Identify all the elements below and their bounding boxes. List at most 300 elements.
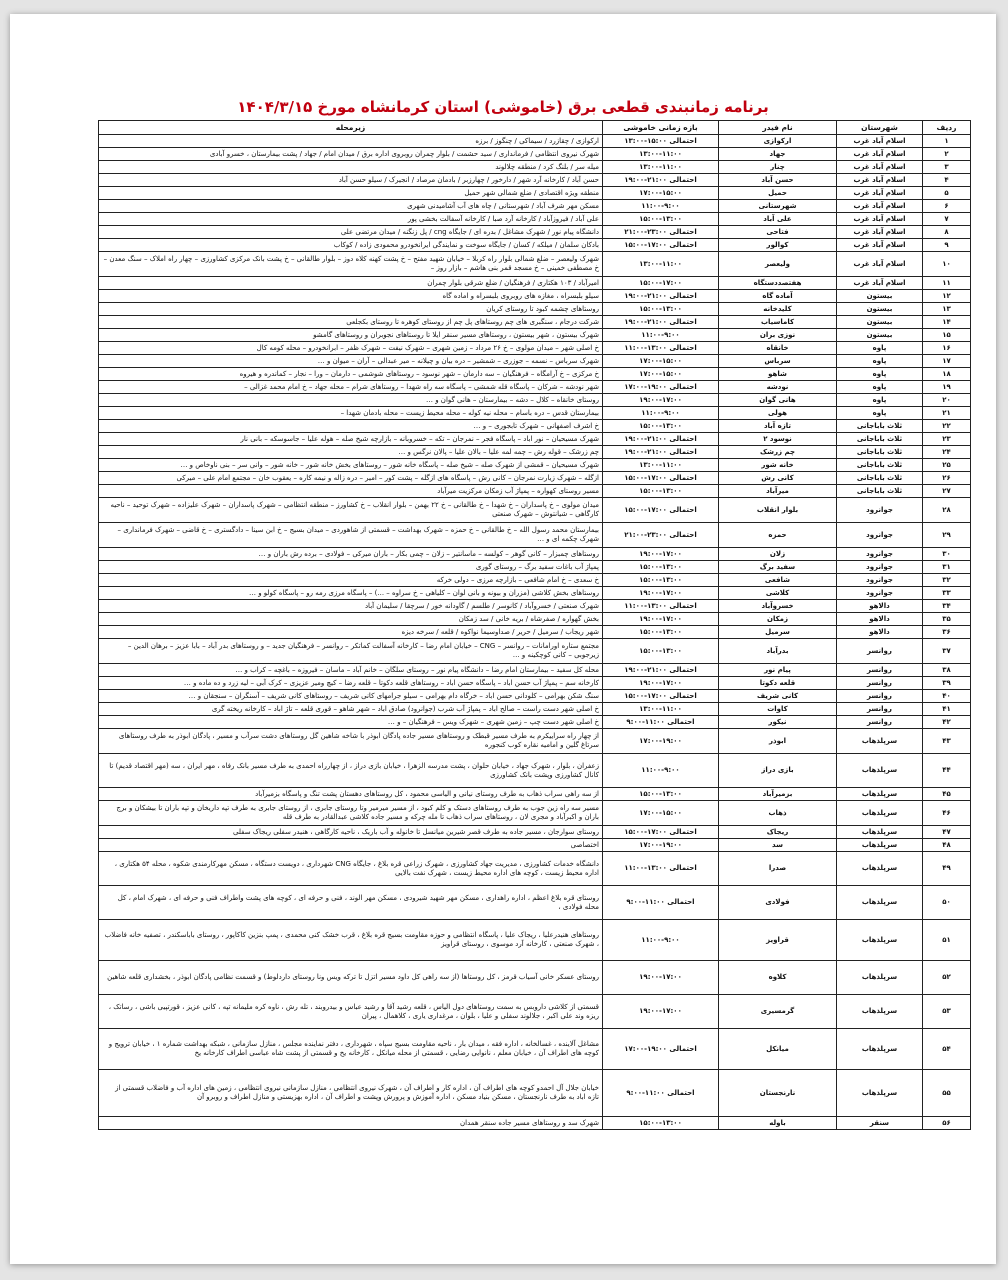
cell-feeder: بدرآباد: [719, 639, 837, 664]
cell-county: جوانرود: [837, 523, 923, 548]
cell-num: ۲۸: [923, 498, 971, 523]
cell-time: احتمالی ۲۱:۰۰-۱۹:۰۰: [603, 446, 719, 459]
cell-feeder: بزمیرآباد: [719, 788, 837, 801]
cell-num: ۱۲: [923, 290, 971, 303]
cell-county: اسلام آباد غرب: [837, 135, 923, 148]
cell-num: ۵۰: [923, 886, 971, 920]
cell-area: بیمارستان قدس – دره باسام – محله نیه کوله – محله محیط زیست – محله بادمان شهدا –: [99, 407, 603, 420]
cell-num: ۳۲: [923, 574, 971, 587]
cell-feeder: ابوذر: [719, 729, 837, 754]
cell-feeder: ذهاب: [719, 801, 837, 826]
cell-feeder: بازی دراز: [719, 754, 837, 788]
cell-num: ۹: [923, 239, 971, 252]
cell-county: سرپلذهاب: [837, 995, 923, 1029]
cell-area: خیابان جلال آل احمدو کوچه های اطراف آن ، اداره کار و اطراف آن ، شهرک نیروی انتظامی ، منازل سازمانی نیروی انتظامی ، زمین های اداره آب و فاضلاب قسمتی از تازه اباد به طرف نارنجستان ، مسکن بنیاد مسکن ، اداره آموزش و پرورش وپشت و اطراف آن ، اداره بهزیستی و منازل اطراف و روبرو آن: [99, 1070, 603, 1117]
cell-area: علی آباد / فیروزآباد / کارخانه آرد صبا / کارخانه آسفالت بخشی پور: [99, 213, 603, 226]
cell-num: ۳۶: [923, 626, 971, 639]
cell-county: سرپلذهاب: [837, 826, 923, 839]
table-row: [99, 600, 971, 613]
cell-feeder: جهاد: [719, 148, 837, 161]
table-row: [99, 239, 971, 252]
cell-feeder: زمکان: [719, 613, 837, 626]
cell-area: شهرک صنعتی / خسروآباد / کانوسر / طلسم / گاودانه خور / سرچقا / سلیمان آباد: [99, 600, 603, 613]
cell-feeder: کلاشی: [719, 587, 837, 600]
cell-county: پاوه: [837, 368, 923, 381]
cell-time: ۱۷:۰۰-۱۵:۰۰: [603, 801, 719, 826]
cell-feeder: نوسود ۲: [719, 433, 837, 446]
cell-county: سرپلذهاب: [837, 754, 923, 788]
cell-area: خ اصلی شهر – میدان مولوی – خ ۲۶ مرداد – زمین شهری – شهرک نیفت – شهرک ظفر – ابرانخودرو – محله کومه کال: [99, 342, 603, 355]
cell-county: اسلام آباد غرب: [837, 277, 923, 290]
cell-area: از چهار راه سراییکرم به طرف مسیر قبطک و روستاهای مسیر جاده پادگان ابوذر با شاخه شاهین گل روستاهای دشت سرآب و مسیر ، پادگان ابوذر به طرف روستاهای سرتاغ گلین و امامیه نقاره کوب کنجوره: [99, 729, 603, 754]
cell-feeder: بلوار انقلاب: [719, 498, 837, 523]
cell-county: اسلام آباد غرب: [837, 200, 923, 213]
cell-num: ۲۲: [923, 420, 971, 433]
cell-area: چم زرشک – قوله رش – چمه لمه علیا – بالان علیا – پالان نرگس و …: [99, 446, 603, 459]
cell-time: ۱۵:۰۰-۱۳:۰۰: [603, 626, 719, 639]
cell-num: ۵۱: [923, 920, 971, 961]
cell-feeder: شافعی: [719, 574, 837, 587]
table-header-row: [99, 121, 971, 135]
cell-num: ۲۴: [923, 446, 971, 459]
cell-feeder: هولی: [719, 407, 837, 420]
cell-area: خ اشرف اصفهانی – شهرک تابجوری – و …: [99, 420, 603, 433]
cell-time: ۱۹:۰۰-۱۷:۰۰: [603, 961, 719, 995]
cell-area: شهر ریجاب / سرمیل / حریر / صداوسیما نواکوه / قلعه / سرخه دیزه: [99, 626, 603, 639]
cell-num: ۱۴: [923, 316, 971, 329]
cell-time: ۱۷:۰۰-۱۵:۰۰: [603, 355, 719, 368]
cell-area: دانشگاه خدمات کشاورزی ، مدیریت جهاد کشاورزی ، شهرک زراعی قره بلاغ ، جایگاه CNG شهرداری ، دویست دستگاه ، مسکن مهرکارمندی شکوه ، محله ۵۴ هکتاری ، اداره محیط زیست ، کوچه های اداره محیط زیست ، شهرک نفت بالایی: [99, 852, 603, 886]
cell-area: زعفران ، بلوار ، شهرک جهاد ، خیابان حلوان ، پشت مدرسه الزهرا ، خیابان بازی دراز ، از چهارراه احمدی به طرف مسیر بانک رفاه ، مهر ایران ، سه (مهر اقتصاد قدیم) تا کانال کشاورزی وپشت بانک کشاورزی: [99, 754, 603, 788]
cell-time: ۱۳:۰۰-۱۱:۰۰: [603, 703, 719, 716]
cell-num: ۴۴: [923, 754, 971, 788]
cell-feeder: صدرا: [719, 852, 837, 886]
cell-time: ۱۵:۰۰-۱۷:۰۰: [603, 277, 719, 290]
table-row: [99, 626, 971, 639]
cell-time: ۱۹:۰۰-۱۷:۰۰: [603, 995, 719, 1029]
cell-county: اسلام آباد غرب: [837, 187, 923, 200]
table-row: [99, 690, 971, 703]
cell-num: ۲۱: [923, 407, 971, 420]
cell-feeder: میانکل: [719, 1029, 837, 1070]
table-row: [99, 459, 971, 472]
cell-num: ۱۸: [923, 368, 971, 381]
cell-time: ۱۹:۰۰-۱۷:۰۰: [603, 613, 719, 626]
cell-county: پاوه: [837, 355, 923, 368]
cell-time: احتمالی ۲۱:۰۰-۱۹:۰۰: [603, 433, 719, 446]
cell-time: ۱۵:۰۰-۱۳:۰۰: [603, 639, 719, 664]
table-row: [99, 226, 971, 239]
document-page: [10, 14, 996, 1264]
table-row: [99, 148, 971, 161]
cell-time: احتمالی ۲۱:۰۰-۱۹:۰۰: [603, 290, 719, 303]
cell-feeder: شاهو: [719, 368, 837, 381]
cell-time: ۱۵:۰۰-۱۳:۰۰: [603, 420, 719, 433]
cell-area: مسکن مهر شرف آباد / شهرستانی / چاه های آب آشامیدنی شهری: [99, 200, 603, 213]
cell-feeder: حسن آباد: [719, 174, 837, 187]
cell-county: بیستون: [837, 329, 923, 342]
cell-num: ۲: [923, 148, 971, 161]
cell-num: ۳۹: [923, 677, 971, 690]
cell-num: ۲۶: [923, 472, 971, 485]
table-row: [99, 826, 971, 839]
cell-feeder: خانقاه: [719, 342, 837, 355]
cell-time: ۱۷:۰۰-۱۵:۰۰: [603, 368, 719, 381]
cell-county: سرپلذهاب: [837, 729, 923, 754]
cell-area: مجتمع ستاره اورامانات – روانسر – CNG – خیابان امام رضا – کارخانه آسفالت کماتکر – روانسر – فرهنگیان جدید – و روستاهای بدر آباد – بابا عزیز – برهان الدین – زیرجوبی – کانی کوچکینه و …: [99, 639, 603, 664]
cell-time: احتمالی ۲۳:۰۰-۲۱:۰۰: [603, 523, 719, 548]
cell-num: ۲۰: [923, 394, 971, 407]
cell-num: ۱۶: [923, 342, 971, 355]
table-row: [99, 639, 971, 664]
cell-time: احتمالی ۱۱:۰۰-۹:۰۰: [603, 886, 719, 920]
cell-time: ۱۵:۰۰-۱۳:۰۰: [603, 788, 719, 801]
cell-county: روانسر: [837, 703, 923, 716]
cell-feeder: قراویز: [719, 920, 837, 961]
cell-county: اسلام آباد غرب: [837, 148, 923, 161]
cell-area: روستای سوارجان ، مسیر جاده به طرف قصر شیرین میانسل تا خانوله و آب باریک ، ناحیه کارگاهی ، هنیدر سفلی ریجاک سفلی: [99, 826, 603, 839]
cell-county: بیستون: [837, 290, 923, 303]
cell-area: دانشگاه پیام نور / شهرک مشاغل / بدره ای / جایگاه cng / پل زنگنه / میدان مرتضی علی: [99, 226, 603, 239]
cell-time: ۱۱:۰۰-۹:۰۰: [603, 329, 719, 342]
cell-num: ۱۹: [923, 381, 971, 394]
table-row: [99, 1029, 971, 1070]
table-row: [99, 342, 971, 355]
cell-time: ۱۹:۰۰-۱۷:۰۰: [603, 677, 719, 690]
cell-area: روستاهای چمبزار – کانی گوهر – کولسه – ماسانتیر – زلان – چمی بکار – باران میرکی – فولادی – برده رش باران و …: [99, 548, 603, 561]
table-row: [99, 788, 971, 801]
table-row: [99, 329, 971, 342]
cell-feeder: کلاوه: [719, 961, 837, 995]
table-row: [99, 290, 971, 303]
cell-num: ۵۴: [923, 1029, 971, 1070]
cell-county: اسلام آباد غرب: [837, 252, 923, 277]
cell-feeder: پیام نور: [719, 664, 837, 677]
cell-feeder: کلیدخانه: [719, 303, 837, 316]
cell-feeder: حمیل: [719, 187, 837, 200]
cell-area: شهرک مسیحیان – قمشی از شهرک صله – شیخ صله – پاسگاه خانه شور – روستاهای بخش خانه شور – خانه شور – وانی سر – بنی ناوخاص و …: [99, 459, 603, 472]
cell-area: روستاهای هنیدرعلیا ، ریجاک علیا ، پاسگاه انتظامی و حوزه مقاومت بسیج قره بلاغ ، قرب خشک کنی محمدی ، پمپ بنزین کاکاپور ، روستای باباسکندر ، تصفیه خانه فاضلاب ، شهرک صنعتی ، کارخانه آرد موسوی ، روستای قراویز: [99, 920, 603, 961]
header-num: ردیف: [923, 121, 971, 135]
cell-area: امیرآباد / ۱۰۳ هکتاری / فرهنگیان / ضلع شرقی بلوار چمران: [99, 277, 603, 290]
table-row: [99, 277, 971, 290]
cell-time: ۱۹:۰۰-۱۷:۰۰: [603, 394, 719, 407]
table-row: [99, 523, 971, 548]
cell-num: ۴: [923, 174, 971, 187]
cell-feeder: نیکور: [719, 716, 837, 729]
cell-time: احتمالی ۱۷:۰۰-۱۵:۰۰: [603, 472, 719, 485]
cell-time: احتمالی ۲۱:۰۰-۱۹:۰۰: [603, 664, 719, 677]
cell-time: احتمالی ۲۱:۰۰-۱۹:۰۰: [603, 316, 719, 329]
cell-county: دالاهو: [837, 600, 923, 613]
table-row: [99, 303, 971, 316]
table-row: [99, 1117, 971, 1130]
cell-county: دالاهو: [837, 626, 923, 639]
table-row: [99, 548, 971, 561]
cell-county: پاوه: [837, 342, 923, 355]
cell-area: شرکت درجام ، سنگبری های چم روستاهای پل چم از روستای کوهره تا روستای بکجلعی: [99, 316, 603, 329]
cell-feeder: فتاحی: [719, 226, 837, 239]
cell-time: ۱۷:۰۰-۱۹:۰۰: [603, 729, 719, 754]
cell-area: شهرک سرباس – نسمه – جوزری – شمشیر – دره بیان و چیلانه – میر عبدالی – آران – میوان و …: [99, 355, 603, 368]
cell-num: ۴۷: [923, 826, 971, 839]
cell-time: ۱۱:۰۰-۹:۰۰: [603, 200, 719, 213]
cell-time: احتمالی ۱۱:۰۰-۹:۰۰: [603, 716, 719, 729]
cell-num: ۵۲: [923, 961, 971, 995]
cell-time: احتمالی ۱۵:۰۰-۱۳:۰۰: [603, 135, 719, 148]
cell-county: اسلام آباد غرب: [837, 161, 923, 174]
cell-area: بیمارستان محمد رسول الله – خ طالقانی – خ حمزه – شهرک بهداشت – قسمتی از شاهوردی – میدان بسیج – خ ابن سینا – دادگستری – خ قاضی – شهرک فرمانداری – شهرک چکمه ای و …: [99, 523, 603, 548]
cell-feeder: کانی شریف: [719, 690, 837, 703]
cell-num: ۲۳: [923, 433, 971, 446]
cell-area: روستای عسکر خانی آسیاب قرمز ، کل روستاها (از سه راهی کل داود مسیر اتزل تا ترکه ویس ونا روستای داردلوط) و قسمت نظامی پادگان ابوذر ، بخشداری قلعه شاهین: [99, 961, 603, 995]
table-row: [99, 316, 971, 329]
cell-county: ثلاث باباجانی: [837, 472, 923, 485]
cell-area: شهرک نیروی انتظامی / فرمانداری / سید حشمت / بلوار چمران روبروی اداره برق / میدان امام / جهاد / پشت بیمارستان ، خسرو آبادی: [99, 148, 603, 161]
cell-feeder: ارکوازی: [719, 135, 837, 148]
cell-area: محله کل سفید – بیمارستان امام رضا – دانشگاه پیام نور – روستای سلگان – خانم آباد – ماسان – فیروزه – باغچه – کراب و …: [99, 664, 603, 677]
cell-area: حسن آباد / کارخانه آرد شهر / دارخور / چهارزبر / بادمان مرصاد / انجیرک / سیلو حسن آباد: [99, 174, 603, 187]
cell-time: ۱۷:۰۰-۱۵:۰۰: [603, 187, 719, 200]
cell-county: بیستون: [837, 316, 923, 329]
cell-num: ۵۶: [923, 1117, 971, 1130]
cell-time: ۱۵:۰۰-۱۳:۰۰: [603, 213, 719, 226]
cell-feeder: میرآباد: [719, 485, 837, 498]
cell-county: جوانرود: [837, 561, 923, 574]
cell-feeder: نودشه: [719, 381, 837, 394]
cell-num: ۳۳: [923, 587, 971, 600]
cell-time: ۱۵:۰۰-۱۳:۰۰: [603, 1117, 719, 1130]
cell-area: شهرک ولیعصر – ضلع شمالی بلوار راه کربلا – خیابان شهید مفتح – خ پشت کهنه کلاه دوز – بلوار طالقانی – خ پشت بانک مرکزی کشاورزی – چهار راه املاک – سنگ معدن – خ مصطفی خمینی – خ مسجد قمر بنی هاشم – بازار روز –: [99, 252, 603, 277]
cell-num: ۴۶: [923, 801, 971, 826]
table-row: [99, 472, 971, 485]
table-row: [99, 135, 971, 148]
cell-county: ثلاث باباجانی: [837, 485, 923, 498]
cell-county: ثلاث باباجانی: [837, 433, 923, 446]
cell-feeder: قلعه دکوتا: [719, 677, 837, 690]
cell-area: منطقه ویژه اقتصادی / ضلع شمالی شهر حمیل: [99, 187, 603, 200]
cell-feeder: فولادی: [719, 886, 837, 920]
table-row: [99, 498, 971, 523]
cell-county: پاوه: [837, 381, 923, 394]
cell-county: سرپلذهاب: [837, 1029, 923, 1070]
cell-feeder: کانی رش: [719, 472, 837, 485]
cell-county: اسلام آباد غرب: [837, 213, 923, 226]
cell-feeder: علی آباد: [719, 213, 837, 226]
cell-feeder: سرباس: [719, 355, 837, 368]
table-row: [99, 561, 971, 574]
cell-county: بیستون: [837, 303, 923, 316]
cell-feeder: سفید برگ: [719, 561, 837, 574]
cell-feeder: نارنجستان: [719, 1070, 837, 1117]
cell-time: ۱۹:۰۰-۱۷:۰۰: [603, 587, 719, 600]
cell-num: ۳۵: [923, 613, 971, 626]
cell-feeder: کاماسیاب: [719, 316, 837, 329]
cell-time: ۱۳:۰۰-۱۱:۰۰: [603, 148, 719, 161]
cell-num: ۶: [923, 200, 971, 213]
cell-county: سرپلذهاب: [837, 839, 923, 852]
table-row: [99, 703, 971, 716]
cell-num: ۴۳: [923, 729, 971, 754]
cell-time: احتمالی ۱۱:۰۰-۹:۰۰: [603, 1070, 719, 1117]
cell-area: روستای خانقاه – کلال – دشه – بیمارستان – هانی گوان و …: [99, 394, 603, 407]
cell-feeder: کوالور: [719, 239, 837, 252]
cell-num: ۳۱: [923, 561, 971, 574]
cell-feeder: نوزی بران: [719, 329, 837, 342]
cell-time: ۱۱:۰۰-۹:۰۰: [603, 920, 719, 961]
cell-county: روانسر: [837, 639, 923, 664]
cell-time: احتمالی ۱۹:۰۰-۱۷:۰۰: [603, 381, 719, 394]
cell-area: سنگ شکن بهرامی – کلودانی حسن اباد – خرگاه دام بهرامی – سیلو جرامهای کانی شریف – روستاهای کانی شریف – آسنگران – سنجقان و …: [99, 690, 603, 703]
table-row: [99, 433, 971, 446]
cell-feeder: کاوات: [719, 703, 837, 716]
table-row: [99, 677, 971, 690]
table-row: [99, 420, 971, 433]
cell-feeder: سد: [719, 839, 837, 852]
table-row: [99, 587, 971, 600]
header-time: بازه زمانی خاموشی: [603, 121, 719, 135]
cell-num: ۴۱: [923, 703, 971, 716]
cell-county: روانسر: [837, 716, 923, 729]
cell-num: ۳۸: [923, 664, 971, 677]
cell-feeder: باوله: [719, 1117, 837, 1130]
table-row: [99, 754, 971, 788]
cell-area: بادکان سلمان / میلکه / کسان / جایگاه سوخت و نمایندگی ایرانخودرو محمودی زاده / کوکاب: [99, 239, 603, 252]
cell-county: جوانرود: [837, 574, 923, 587]
cell-county: ثلاث باباجانی: [837, 459, 923, 472]
table-row: [99, 886, 971, 920]
cell-time: ۱۳:۰۰-۱۱:۰۰: [603, 252, 719, 277]
cell-county: سرپلذهاب: [837, 852, 923, 886]
cell-num: ۱۵: [923, 329, 971, 342]
cell-area: مسیر سه راه زین جوب به طرف روستاهای دستک و کلم کبود ، از مسیر میرمیر وتا روستای جابری ، از روستای جابری به طرف تپه داریخان و تپه باران تا بیشکان و برج باران و اکبرآباد و مجری لان ، روستاهای سراب ذهاب تا مله چرکه و مسیر جاده کلاشی عبدالقادر به طرف قله: [99, 801, 603, 826]
cell-num: ۲۵: [923, 459, 971, 472]
cell-area: شهر نودشه – شرکان – پاسگاه قله شمشی – پاسگاه سه راه شهدا – روستاهای شرام – محله جهاد – خ امام محمد غزالی –: [99, 381, 603, 394]
cell-time: احتمالی ۱۷:۰۰-۱۵:۰۰: [603, 239, 719, 252]
cell-county: ثلاث باباجانی: [837, 446, 923, 459]
cell-county: روانسر: [837, 677, 923, 690]
cell-num: ۳۰: [923, 548, 971, 561]
cell-feeder: شهرستانی: [719, 200, 837, 213]
cell-num: ۵۳: [923, 995, 971, 1029]
outage-schedule-table: [98, 120, 971, 1130]
table-row: [99, 729, 971, 754]
cell-area: میله سر / بلنگ کرد / منطقه چلالوند: [99, 161, 603, 174]
cell-feeder: سرمیل: [719, 626, 837, 639]
cell-area: شهرک سد و روستاهای مسیر جاده سنقر همدان: [99, 1117, 603, 1130]
cell-feeder: آماده گاه: [719, 290, 837, 303]
cell-county: سنقر: [837, 1117, 923, 1130]
cell-time: ۱۵:۰۰-۱۳:۰۰: [603, 485, 719, 498]
header-feeder: نام فیدر: [719, 121, 837, 135]
table-row: [99, 801, 971, 826]
cell-num: ۸: [923, 226, 971, 239]
cell-area: میدان مولوی – خ پاسداران – خ شهدا – خ طالقانی – خ ۲۲ بهمن – بلوار انقلاب – خ کشاورز – منطقه انتظامی – شهرک پاسداران – شهرک علیزاده – شهرک توحید – ناحیه کارگاهی – شیانتوش – شهرک صنعتی: [99, 498, 603, 523]
cell-area: خ اصلی شهر دست چپ – زمین شهری – شهرک ویس – فرهنگیان – و …: [99, 716, 603, 729]
cell-time: احتمالی ۱۳:۰۰-۱۱:۰۰: [603, 600, 719, 613]
table-row: [99, 961, 971, 995]
cell-area: روستاهای بخش کلاشی (مزران و بیونه و بانی لوان – کلیاهی – خ سراوه – ...) – پاسگاه مرزی رمه رو – پاسگاه کولو و …: [99, 587, 603, 600]
table-row: [99, 995, 971, 1029]
cell-feeder: ولیعصر: [719, 252, 837, 277]
cell-area: ارکوازی / چقازرد / سیماکی / چنگوز / برزه: [99, 135, 603, 148]
cell-num: ۵: [923, 187, 971, 200]
cell-time: ۱۵:۰۰-۱۳:۰۰: [603, 303, 719, 316]
cell-area: خ مرکزی – خ آرامگاه – فرهنگیان – سه دارمان – شهر نوسود – روستاهای شوشمی – دارمان – ورا – نجار – کماندره و هیروه: [99, 368, 603, 381]
cell-num: ۴۲: [923, 716, 971, 729]
table-row: [99, 485, 971, 498]
cell-area: پمپاژ آب باغات سفید برگ – روستای گوری: [99, 561, 603, 574]
cell-num: ۴۵: [923, 788, 971, 801]
table-row: [99, 187, 971, 200]
cell-feeder: گرمسیری: [719, 995, 837, 1029]
table-row: [99, 394, 971, 407]
cell-num: ۴۹: [923, 852, 971, 886]
cell-time: ۱۱:۰۰-۹:۰۰: [603, 754, 719, 788]
table-row: [99, 252, 971, 277]
cell-time: احتمالی ۱۳:۰۰-۱۱:۰۰: [603, 852, 719, 886]
cell-time: ۱۳:۰۰-۱۱:۰۰: [603, 459, 719, 472]
table-row: [99, 213, 971, 226]
cell-area: از سه راهی سراب ذهاب به طرف روستای نیانی و الیاسی محمود ، کل روستاهای دهستان پشت تنگ و پاسگاه بزمیرآباد: [99, 788, 603, 801]
cell-num: ۳۷: [923, 639, 971, 664]
cell-feeder: خانه شور: [719, 459, 837, 472]
cell-feeder: خسروآباد: [719, 600, 837, 613]
cell-county: جوانرود: [837, 587, 923, 600]
cell-county: سرپلذهاب: [837, 1070, 923, 1117]
cell-time: احتمالی ۱۷:۰۰-۱۵:۰۰: [603, 690, 719, 703]
cell-feeder: چنار: [719, 161, 837, 174]
cell-area: اختصاصی: [99, 839, 603, 852]
cell-feeder: هانی گوان: [719, 394, 837, 407]
table-row: [99, 368, 971, 381]
cell-area: بخش گهواره / صفرشاه / بریه خانی / سد زمکان: [99, 613, 603, 626]
table-row: [99, 200, 971, 213]
cell-feeder: چم زرشک: [719, 446, 837, 459]
cell-num: ۳۴: [923, 600, 971, 613]
cell-area: کارخانه سم – پمپاژ آب حسن اباد – پاسگاه حسن اباد – روستاهای قلعه دکوتا – قلعه رضا – کیچ ومیر عزیزی – کرک آبی – لیه زرد و ده ماده و …: [99, 677, 603, 690]
cell-county: اسلام آباد غرب: [837, 239, 923, 252]
cell-area: خ سعدی – خ امام شافعی – بازارچه مرزی – دولی خرکه: [99, 574, 603, 587]
cell-num: ۱۰: [923, 252, 971, 277]
cell-time: احتمالی ۱۳:۰۰-۱۱:۰۰: [603, 342, 719, 355]
table-body: [99, 135, 971, 1130]
cell-area: مسیر روستای کهواره – پمپاژ آب زمکان مرکزیت میرآباد: [99, 485, 603, 498]
cell-time: احتمالی ۲۳:۰۰-۲۱:۰۰: [603, 226, 719, 239]
cell-county: سرپلذهاب: [837, 920, 923, 961]
cell-area: سیلو بلبسراه ، مغازه های روبروی بلبسراه و اماده گاه: [99, 290, 603, 303]
cell-num: ۱۳: [923, 303, 971, 316]
table-row: [99, 381, 971, 394]
table-row: [99, 1070, 971, 1117]
cell-time: احتمالی ۱۷:۰۰-۱۵:۰۰: [603, 498, 719, 523]
cell-num: ۷: [923, 213, 971, 226]
table-row: [99, 839, 971, 852]
page-title: برنامه زمانبندی قطعی برق (خاموشی) استان کرمانشاه مورخ ۱۴۰۴/۳/۱۵: [237, 98, 769, 116]
cell-feeder: زلان: [719, 548, 837, 561]
cell-area: ازگله – شهرک زیارت نمرجان – کانی رش – پاسگاه های ازگله – پشت کور – امیر – دره زاله و نیمه کاره – یعقوب خان – مجتمع امام علی – میرکی: [99, 472, 603, 485]
cell-time: ۱۵:۰۰-۱۳:۰۰: [603, 574, 719, 587]
cell-feeder: حمزه: [719, 523, 837, 548]
cell-area: شهرک بیستون ، شهر بیستون ، روستاهای مسیر سنقر ایلا تا روستاهای نجوبران و روستاهای گامشو: [99, 329, 603, 342]
cell-county: ثلاث باباجانی: [837, 420, 923, 433]
cell-num: ۲۹: [923, 523, 971, 548]
cell-time: ۱۳:۰۰-۱۱:۰۰: [603, 161, 719, 174]
table-row: [99, 664, 971, 677]
cell-time: ۱۷:۰۰-۱۹:۰۰: [603, 839, 719, 852]
table-row: [99, 355, 971, 368]
cell-num: ۴۰: [923, 690, 971, 703]
